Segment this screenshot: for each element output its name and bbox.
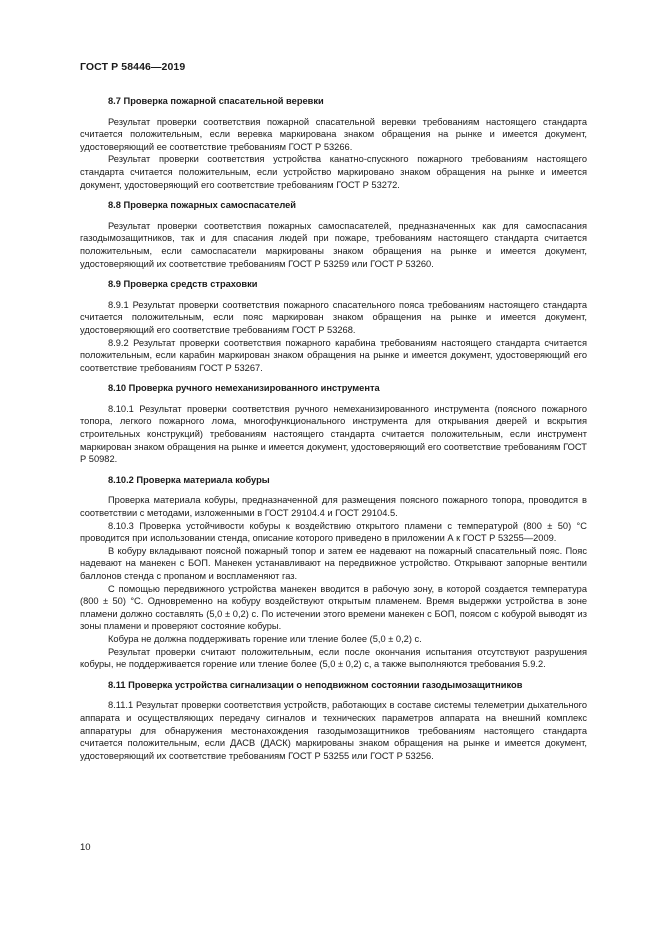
section-heading: 8.10.2 Проверка материала кобуры xyxy=(108,474,270,485)
page-number: 10 xyxy=(80,842,91,853)
paragraph: 8.10.3 Проверка устойчивости кобуры к воздействию открытого пламени с температурой (800 ± 50) °С проводится при использовании стенда, описание которого приведено в приложении А к ГОСТ Р 53255—2009. xyxy=(80,520,587,544)
paragraph: С помощью передвижного устройства манекен вводится в рабочую зону, в которой создается температура (800 ± 50) °С. Одновременно на кобуру воздействуют открытым пламенем. Время выдержки устройства в зоне пламени должно составлять (5,0 ± 0,2) с. По истечении этого времени манекен с БОП, поясом с кобурой выводят из зоны пламени и проверяют состояние кобуры. xyxy=(80,583,587,632)
document-header: ГОСТ Р 58446—2019 xyxy=(80,61,186,73)
paragraph: 8.9.1 Результат проверки соответствия пожарного спасательного пояса требованиям настоящего стандарта считается положительным, если пояс маркирован знаком обращения на рынке и имеется документ, удостоверяющий его соответствие требованиям ГОСТ Р 53268. xyxy=(80,299,587,335)
section-heading: 8.7 Проверка пожарной спасательной веревки xyxy=(108,96,324,106)
section-heading: 8.11 Проверка устройства сигнализации о неподвижном состоянии газодымозащитников xyxy=(108,679,523,690)
paragraph: Результат проверки соответствия устройства канатно-спускного пожарного требованиям настоящего стандарта считается положительным, если устройство маркировано знаком обращения на рынке и имеется документ, удостоверяющий его соответствие требованиям ГОСТ Р 53272. xyxy=(80,154,587,190)
paragraph: Проверка материала кобуры, предназначенной для размещения поясного пожарного топора, проводится в соответствии с методами, изложенными в ГОСТ 29104.4 и ГОСТ 29104.5. xyxy=(80,495,587,519)
paragraph: Результат проверки соответствия пожарных самоспасателей, предназначенных как для самоспасания газодымозащитников, так и для спасания людей при пожаре, требованиям настоящего стандарта считается положительным, если самоспасатели маркированы знаком обращения на рынке и имеется документ, удостоверяющий их соответствие требованиям ГОСТ Р 53259 или ГОСТ Р 53260. xyxy=(80,220,587,269)
paragraph: Результат проверки считают положительным, если после окончания испытания отсутствуют разрушения кобуры, не поддерживается горение или тление более (5,0 ± 0,2) с, а также выполняются требования 5.9.2. xyxy=(80,646,587,670)
paragraph: 8.11.1 Результат проверки соответствия устройств, работающих в составе системы телеметрии дыхательного аппарата и осуществляющих передачу сигналов и технических параметров аппарата на внешний комплекс аппаратуры для обнаружения местонахождения газодымозащитников требованиям настоящего стандарта считается положительным, если ДАСВ (ДАСК) маркированы знаком обращения на рынке и имеется документ, удостоверяющий их соответствие требованиям ГОСТ Р 53255 или ГОСТ Р 53256. xyxy=(80,700,587,761)
section-heading: 8.10 Проверка ручного немеханизированного инструмента xyxy=(108,383,380,394)
paragraph: В кобуру вкладывают поясной пожарный топор и затем ее надевают на пожарный спасательный пояс. Пояс надевают на манекен с БОП. Манекен устанавливают на передвижное устройство. Открывают запорные вентили баллонов стенда с пропаном и воспламеняют газ. xyxy=(80,545,587,581)
paragraph: 8.9.2 Результат проверки соответствия пожарного карабина требованиям настоящего стандарта считается положительным, если карабин маркирован знаком обращения на рынке и имеется документ, удостоверяющий его соответствие требованиям ГОСТ Р 53267. xyxy=(80,337,587,373)
section-heading: 8.9 Проверка средств страховки xyxy=(108,279,258,290)
section-heading: 8.8 Проверка пожарных самоспасателей xyxy=(108,200,296,211)
paragraph: 8.10.1 Результат проверки соответствия ручного немеханизированного инструмента (поясного пожарного топора, легкого пожарного лома, многофункционального инструмента для открывания дверей и вскрытия строительных конструкций) требованиям настоящего стандарта считается положительным, если инструмент маркирован знаком обращения на рынке и имеется документ, удостоверяющий его соответствие требованиям ГОСТ Р 50982. xyxy=(80,403,587,465)
paragraph: Кобура не должна поддерживать горение или тление более (5,0 ± 0,2) с. xyxy=(108,633,422,644)
paragraph: Результат проверки соответствия пожарной спасательной веревки требованиям настоящего стандарта считается положительным, если веревка маркирована знаком обращения на рынке и имеется документ, удостоверяющий ее соответствие требованиям ГОСТ Р 53266. xyxy=(80,116,587,152)
document-body xyxy=(80,95,587,762)
